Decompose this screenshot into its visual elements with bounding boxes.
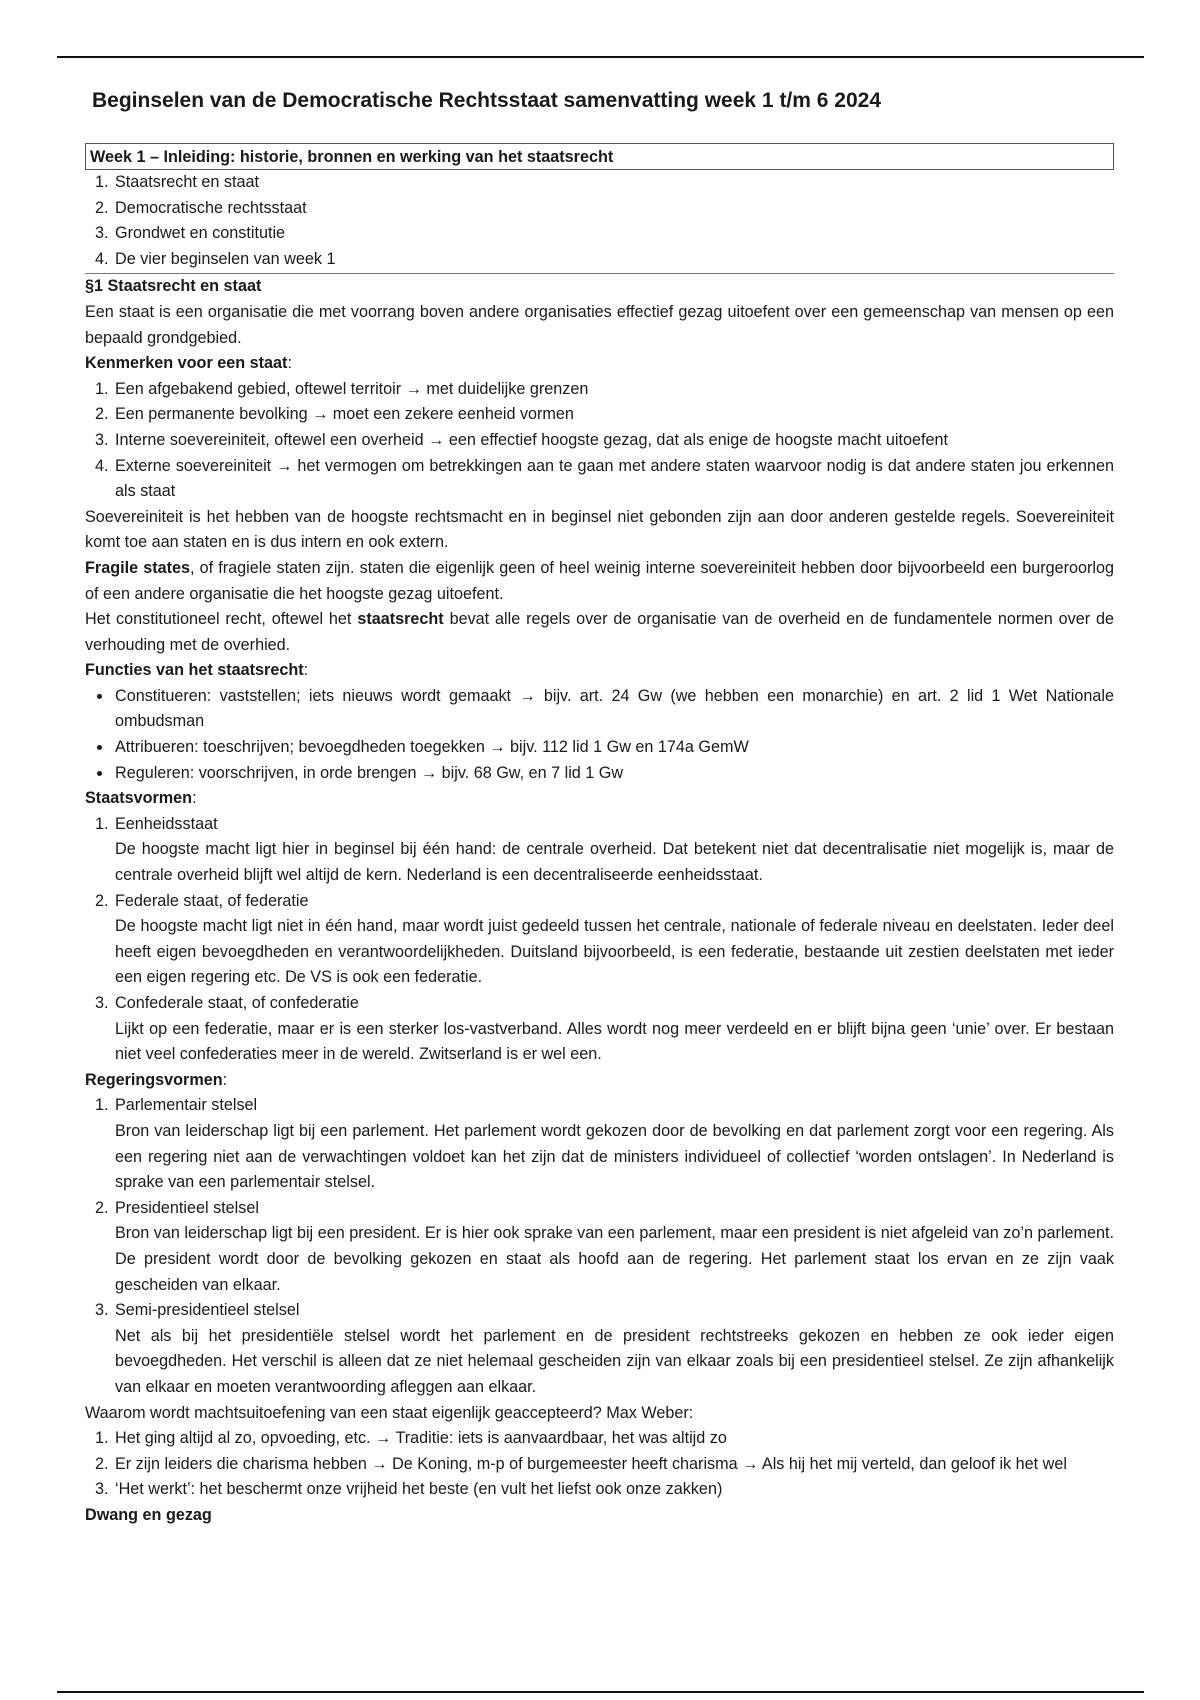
toc-item: 1. Staatsrecht en staat (113, 170, 1114, 196)
regeringsvormen-list (85, 1093, 1114, 1400)
functies-heading: Functies van het staatsrecht: (85, 661, 309, 680)
item-description: Bron van leiderschap ligt bij een president. Er is hier ook sprake van een parlement, maar een president is niet afgeleid van zo’n parlement. De president wordt door de bevolking gekozen en staat als hoofd aan de regering. Het parlement staat los ervan en ze zijn vaak gescheiden van elkaar. (115, 1224, 1114, 1294)
list-item (113, 1093, 1114, 1195)
item-description: Net als bij het presidentiële stelsel wordt het parlement en de president rechtstreeks gekozen en hebben ze ook ieder eigen bevoegdheden. Het verschil is alleen dat ze niet helemaal gescheiden zijn van elkaar zoals bij een presidentieel stelsel. Ze zijn afhankelijk van elkaar en moeten verantwoording afleggen aan elkaar. (115, 1326, 1114, 1396)
list-item (113, 1196, 1114, 1298)
item-title: 1. Eenheidsstaat (115, 814, 218, 833)
list-item (113, 812, 1114, 889)
item-description: Bron van leiderschap ligt bij een parlement. Het parlement wordt gekozen door de bevolking en dat parlement zorgt voor een regering. Als een regering niet aan de verwachtingen voldoet kan het zijn dat de ministers individueel of collectief ‘worden ontslagen’. In Nederland is sprake van een parlementair stelsel. (115, 1121, 1114, 1192)
list-item: 2. Er zijn leiders die charisma hebben → De Koning, m-p of burgemeester heeft charisma → Als hij het mij verteld, dan geloof ik het wel (113, 1452, 1114, 1478)
item-title: 2. Presidentieel stelsel (115, 1198, 259, 1217)
soevereiniteit-paragraph: Soevereiniteit is het hebben van de hoogste rechtsmacht en in beginsel niet gebonden zijn aan door anderen gestelde regels. Soevereiniteit komt toe aan staten en is dus intern en ook extern. (85, 507, 1114, 552)
kenmerken-heading: Kenmerken voor een staat: (85, 354, 292, 373)
toc-item: 3. Grondwet en constitutie (113, 221, 1114, 247)
list-item: 4. Externe soevereiniteit → het vermogen om betrekkingen aan te gaan met andere staten waarvoor nodig is dat andere staten jou erkennen als staat (113, 454, 1114, 505)
fragile-states-paragraph: Fragile states, of fragiele staten zijn. staten die eigenlijk geen of heel weinig interne soevereiniteit hebben door bijvoorbeeld een burgeroorlog of een andere organisatie die het hoogste gezag uitoefent. (85, 558, 1115, 603)
table-of-contents (85, 170, 1114, 274)
list-item: 2. Een permanente bevolking → moet een zekere eenheid vormen (113, 402, 1114, 428)
bottom-rule (57, 1691, 1144, 1693)
item-description: De hoogste macht ligt hier in beginsel bij één hand: de centrale overheid. Dat betekent niet dat decentralisatie niet mogelijk is, maar de centrale overheid blijft wel altijd de kern. Nederland is een decentraliseerde eenheidsstaat. (115, 840, 1114, 885)
week-header: Week 1 – Inleiding: historie, bronnen en werking van het staatsrecht (85, 143, 1114, 170)
list-item: • Attribueren: toeschrijven; bevoegdheden toegekken → bijv. 112 lid 1 Gw en 174a GemW (113, 735, 1114, 761)
list-item: 3. ‘Het werkt’: het beschermt onze vrijheid het beste (en vult het liefst ook onze zakken) (113, 1477, 1114, 1503)
item-title: 3. Confederale staat, of confederatie (115, 994, 359, 1012)
staatsvormen-heading: Staatsvormen: (85, 789, 197, 808)
functies-list (85, 684, 1114, 786)
list-item: 1. Het ging altijd al zo, opvoeding, etc. → Traditie: iets is aanvaardbaar, het was altijd zo (113, 1426, 1114, 1452)
kenmerken-list (85, 377, 1114, 505)
list-item (113, 1298, 1114, 1400)
regeringsvormen-heading: Regeringsvormen: (85, 1070, 228, 1089)
document-body (85, 143, 1114, 1528)
top-rule (57, 56, 1144, 58)
list-item (113, 889, 1114, 991)
weber-question: Waarom wordt machtsuitoefening van een staat eigenlijk geaccepteerd? Max Weber: (85, 1403, 694, 1422)
item-title: 1. Parlementair stelsel (115, 1096, 258, 1115)
item-description: Lijkt op een federatie, maar er is een sterker los-vastverband. Alles wordt nog meer verdeeld en er blijft bijna geen ‘unie’ over. Er bestaan niet veel confederaties meer in de wereld. Zwitserland is er wel een. (115, 1019, 1114, 1064)
document-title: Beginselen van de Democratische Rechtsstaat samenvatting week 1 t/m 6 2024 (92, 89, 882, 112)
section-heading: §1 Staatsrecht en staat (85, 277, 262, 296)
list-item: • Reguleren: voorschrijven, in orde brengen → bijv. 68 Gw, en 7 lid 1 Gw (113, 761, 1114, 787)
weber-list (85, 1426, 1114, 1503)
staatsrecht-paragraph: Het constitutioneel recht, oftewel het staatsrecht bevat alle regels over de organisatie van de overheid en de fundamentele normen over de verhouding met de overhied. (85, 610, 1114, 654)
list-item: 1. Een afgebakend gebied, oftewel territoir → met duidelijke grenzen (113, 377, 1114, 403)
item-title: 2. Federale staat, of federatie (115, 891, 309, 910)
dwang-heading: Dwang en gezag (85, 1505, 212, 1524)
list-item (113, 991, 1114, 1068)
state-definition: Een staat is een organisatie die met voorrang boven andere organisaties effectief gezag uitoefent over een gemeenschap van mensen op een bepaald grondgebied. (85, 302, 1114, 347)
list-item: • Constitueren: vaststellen; iets nieuws wordt gemaakt → bijv. art. 24 Gw (we hebben een monarchie) en art. 2 lid 1 Wet Nationale ombudsman (113, 684, 1114, 735)
item-description: De hoogste macht ligt niet in één hand, maar wordt juist gedeeld tussen het centrale, nationale of federale niveau en deelstaten. Ieder deel heeft eigen bevoegdheden en verantwoordelijkheden. Duitsland bijvoorbeeld, is een federatie, bestaande uit zestien deelstaten met ieder een eigen regering etc. De VS is ook een federatie. (115, 917, 1114, 987)
item-title: 3. Semi-presidentieel stelsel (115, 1301, 300, 1320)
toc-item: 2. Democratische rechtsstaat (113, 196, 1114, 222)
list-item: 3. Interne soevereiniteit, oftewel een overheid → een effectief hoogste gezag, dat als enige de hoogste macht uitoefent (113, 428, 1114, 454)
toc-item: 4. De vier beginselen van week 1 (113, 247, 1114, 273)
staatsvormen-list (85, 812, 1114, 1068)
